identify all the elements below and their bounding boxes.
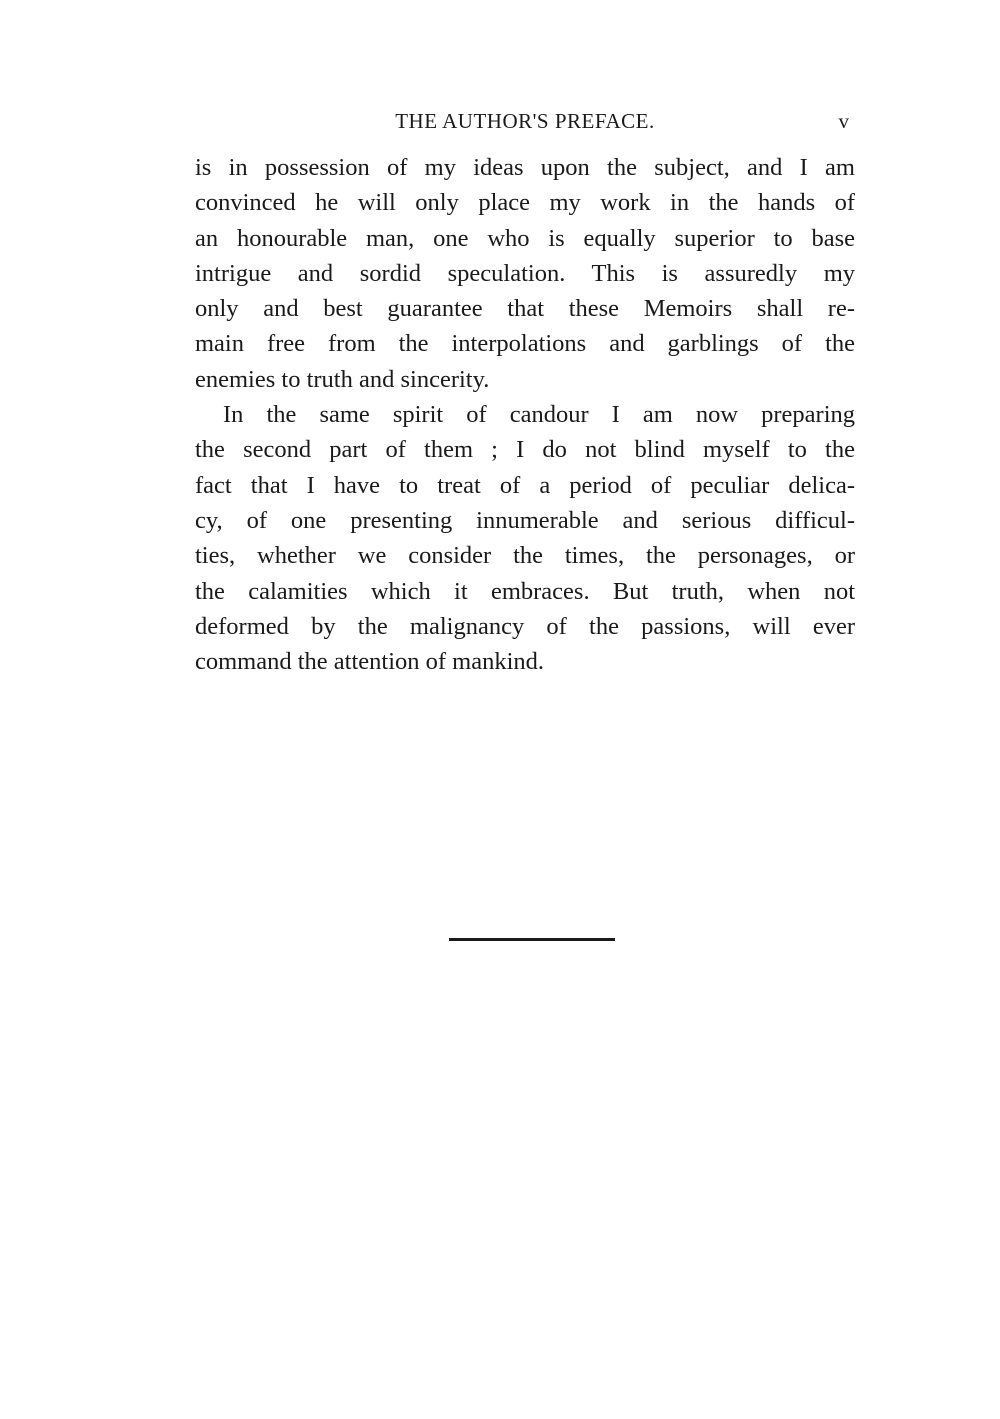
text-line: only and best guarantee that these Memoirs shall re- [195,295,855,323]
text-line: an honourable man, one who is equally superior to base [195,224,855,252]
running-head [195,104,855,138]
text-line: ties, whether we consider the times, the personages, or [195,542,855,570]
text-line: convinced he will only place my work in the hands of [195,189,855,217]
page-number: v [838,109,849,133]
text-line: is in possession of my ideas upon the subject, and I am [195,154,855,181]
text-line: enemies to truth and sincerity. [195,365,490,393]
text-line: deformed by the malignancy of the passions, will ever [195,612,855,640]
text-line: the calamities which it embraces. But truth, when not [195,577,855,605]
text-line: the second part of them ; I do not blind myself to the [195,436,855,464]
text-line: fact that I have to treat of a period of peculiar delica- [195,471,855,499]
section-end-rule [449,938,615,941]
paragraph-2 [195,397,855,679]
text-line: main free from the interpolations and garblings of the [195,330,855,358]
running-title: THE AUTHOR'S PREFACE. [395,109,655,133]
text-line: cy, of one presenting innumerable and serious difficul- [195,506,855,534]
text-line: intrigue and sordid speculation. This is assuredly my [195,259,855,287]
body-text [195,150,855,679]
text-line: In the same spirit of candour I am now preparing [223,401,855,429]
text-line: command the attention of mankind. [195,648,545,676]
paragraph-1 [195,150,855,397]
